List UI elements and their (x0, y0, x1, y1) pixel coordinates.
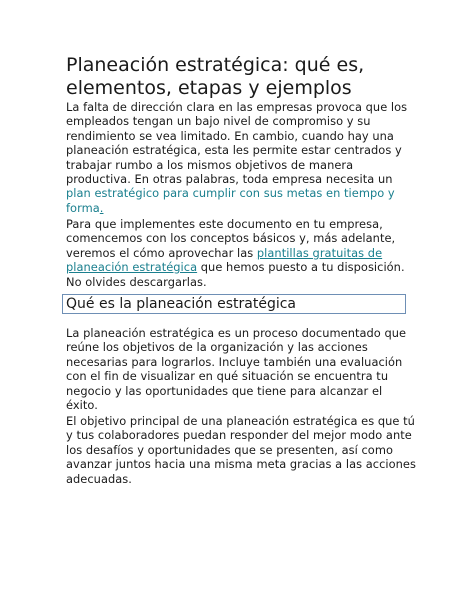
implement-paragraph (66, 217, 416, 289)
section-heading-box (62, 294, 406, 314)
intro-text: La falta de dirección clara en las empresas provoca que los empleados tengan un bajo nivel de compromiso y su rendimiento se vea limitado. En cambio, cuando hay una planeación estratégica, esta les permite estar centrados y trabajar rumbo a los mismos objetivos de manera productiva. En otras palabras, toda empresa necesita un (66, 100, 408, 187)
implement-text: Para que implementes este documento en tu empresa, comencemos con los conceptos básicos y, más adelante, veremos el cómo aprovechar las (66, 217, 396, 260)
page-title (66, 54, 426, 100)
intro-end-text: . (99, 200, 104, 215)
intro-paragraph (66, 100, 416, 215)
templates-link[interactable]: plantillas gratuitas de planeación estratégica (66, 245, 383, 275)
strategic-plan-link[interactable]: plan estratégico para cumplir con sus metas en tiempo y forma (66, 186, 395, 215)
definition-paragraph: La planeación estratégica es un proceso documentado que reúne los objetivos de la organización y las acciones necesarias para lograrlos. Incluye también una evaluación con el fin de visualizar en qué situación se encuentra tu negocio y las oportunidades que tiene para alcanzar el éxito. (66, 326, 407, 413)
objective-paragraph: El objetivo principal de una planeación estratégica es que tú y tus colaboradores puedan responder del mejor modo ante los desafíos y oportunidades que se presenten, así como avanzar juntos hacia una misma meta gracias a las acciones adecuadas. (66, 414, 416, 486)
section-heading: Qué es la planeación estratégica (66, 296, 297, 312)
title-line-1: Planeación estratégica: qué es, (66, 54, 365, 76)
implement-end-text: que hemos puesto a tu disposición. No olvides descargarlas. (66, 260, 405, 289)
title-line-2: elementos, etapas y ejemplos (66, 77, 352, 99)
